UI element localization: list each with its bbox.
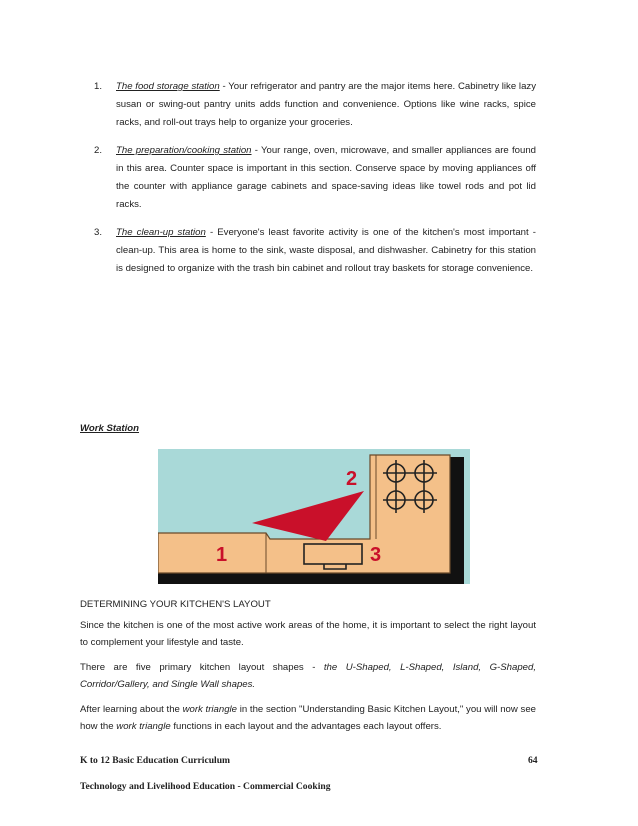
figure-label-3: 3 — [370, 544, 382, 566]
emphasis: work triangle — [116, 721, 171, 732]
layout-heading: DETERMINING YOUR KITCHEN'S LAYOUT — [80, 599, 271, 610]
section-heading: Work Station — [80, 423, 139, 434]
paragraph — [80, 659, 536, 693]
list-item — [94, 78, 536, 132]
paragraph-text: functions in each layout and the advantages each layout offers. — [170, 721, 442, 732]
list-number: 1. — [94, 81, 103, 92]
footer-curriculum: K to 12 Basic Education Curriculum — [80, 755, 231, 766]
wall-right — [450, 457, 464, 584]
list-item — [94, 224, 536, 278]
list-number: 2. — [94, 145, 103, 156]
station-term: The preparation/cooking station — [116, 145, 252, 156]
layout-section — [80, 596, 536, 743]
station-description: - Your refrigerator and pantry are the major items here. Cabinetry like lazy susan or swing-out pantry units adds function and convenience. Options like wine racks, spice racks, and roll-out trays help to organize your groceries. — [116, 81, 536, 128]
list-text — [116, 78, 536, 132]
paragraph: Since the kitchen is one of the most active work areas of the home, it is important to select the right layout to complement your lifestyle and taste. — [80, 620, 536, 648]
list-text — [116, 224, 536, 278]
paragraph-text: After learning about the — [80, 704, 183, 715]
list-item — [94, 142, 536, 214]
figure-label-1: 1 — [216, 544, 228, 566]
station-description: - Your range, oven, microwave, and smaller appliances are found in this area. Counter space is important in this section. Conserve space by moving appliances off the counter with appliance garage cabinets and space-saving ideas like towel rods and pot lid racks. — [116, 145, 536, 210]
station-list — [94, 78, 536, 288]
emphasis: work triangle — [182, 704, 238, 715]
layout-shapes: the U-Shaped, L-Shaped, Island, G-Shaped, Corridor/Gallery, and Single Wall shapes. — [80, 662, 536, 690]
page-number: 64 — [528, 755, 538, 766]
footer-subject: Technology and Livelihood Education - Commercial Cooking — [80, 781, 331, 792]
station-term: The clean-up station — [116, 227, 206, 238]
list-number: 3. — [94, 227, 103, 238]
station-term: The food storage station — [116, 81, 220, 92]
work-triangle-figure — [158, 449, 470, 584]
wall-bottom — [158, 573, 464, 584]
list-text — [116, 142, 536, 214]
station-description: - Everyone's least favorite activity is one of the kitchen's most important - clean-up. This area is home to the sink, waste disposal, and dishwasher. Cabinetry for this station is designed to organize with the trash bin cabinet and rollout tray baskets for storage convenience. — [116, 227, 536, 274]
figure-label-2: 2 — [346, 468, 358, 490]
paragraph-text: There are five primary kitchen layout shapes - — [80, 662, 324, 673]
paragraph-text: in the section "Understanding Basic Kitchen Layout," you will now see how the — [80, 704, 536, 732]
paragraph — [80, 701, 536, 735]
